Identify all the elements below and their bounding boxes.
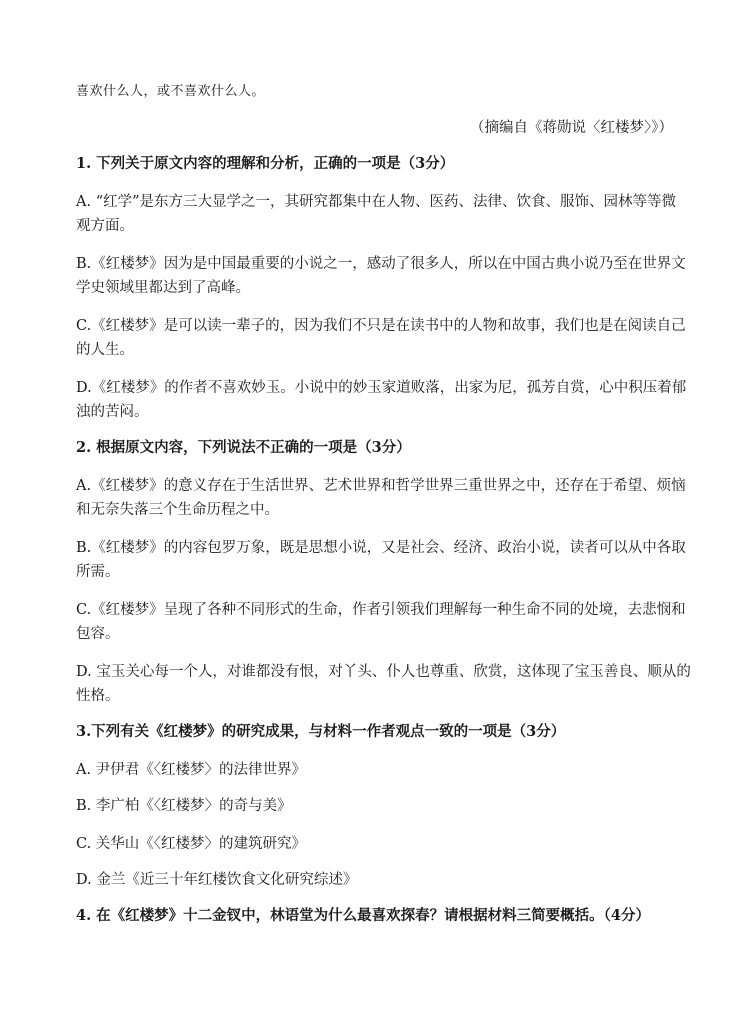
question-2-option-b: B.《红楼梦》的内容包罗万象，既是思想小说，又是社会、经济、政治小说，读者可以从中各取 [76,540,686,556]
question-1-option-c-cont: 的人生。 [76,342,134,358]
question-1-option-a-cont: 观方面。 [76,218,134,234]
question-3-option-c: C. 关华山《〈红楼梦〉的建筑研究》 [76,836,307,852]
question-1-option-b-cont: 学史领域里都达到了高峰。 [76,280,250,296]
intro-line: 喜欢什么人，或不喜欢什么人。 [76,84,266,99]
question-3-option-d: D. 金兰《近三十年红楼饮食文化研究综述》 [76,872,358,888]
question-1-option-d: D.《红楼梦》的作者不喜欢妙玉。小说中的妙玉家道败落，出家为尼，孤芳自赏，心中积压着郁 [76,380,687,396]
question-1-stem: 1. 下列关于原文内容的理解和分析，正确的一项是（3分） [76,155,455,172]
question-2-option-d: D. 宝玉关心每一个人，对谁都没有恨，对丫头、仆人也尊重、欣赏，这体现了宝玉善良、顺从的 [76,664,691,680]
question-2-option-d-cont: 性格。 [76,688,120,704]
question-1-option-a: A. “红学”是东方三大显学之一，其研究都集中在人物、医药、法律、饮食、服饰、园林等等微 [76,194,677,210]
question-3-option-b: B. 李广柏《〈红楼梦〉的奇与美》 [76,798,292,814]
question-1-option-c: C.《红楼梦》是可以读一辈子的，因为我们不只是在读书中的人物和故事，我们也是在阅读自己 [76,318,686,334]
question-2-option-c-cont: 包容。 [76,626,120,642]
question-3-stem: 3.下列有关《红楼梦》的研究成果，与材料一作者观点一致的一项是（3分） [76,723,566,740]
question-1-option-b: B.《红楼梦》因为是中国最重要的小说之一，感动了很多人，所以在中国古典小说乃至在世界文 [76,256,686,272]
source-note: （摘编自《蒋勋说〈红楼梦〉》） [470,120,673,136]
question-2-option-a-cont: 和无奈失落三个生命历程之中。 [76,502,279,518]
question-2-option-c: C.《红楼梦》呈现了各种不同形式的生命，作者引领我们理解每一种生命不同的处境，去悲悯和 [76,602,686,618]
question-2-option-a: A.《红楼梦》的意义存在于生活世界、艺术世界和哲学世界三重世界之中，还存在于希望、烦恼 [76,478,686,494]
question-1-option-d-cont: 浊的苦闷。 [76,404,149,420]
question-2-stem: 2. 根据原文内容，下列说法不正确的一项是（3分） [76,439,411,456]
question-2-option-b-cont: 所需。 [76,564,120,580]
question-3-option-a: A. 尹伊君《〈红楼梦〉的法律世界》 [76,762,306,778]
question-4-stem: 4. 在《红楼梦》十二金钗中，林语堂为什么最喜欢探春？请根据材料三简要概括。（4分） [76,907,651,924]
